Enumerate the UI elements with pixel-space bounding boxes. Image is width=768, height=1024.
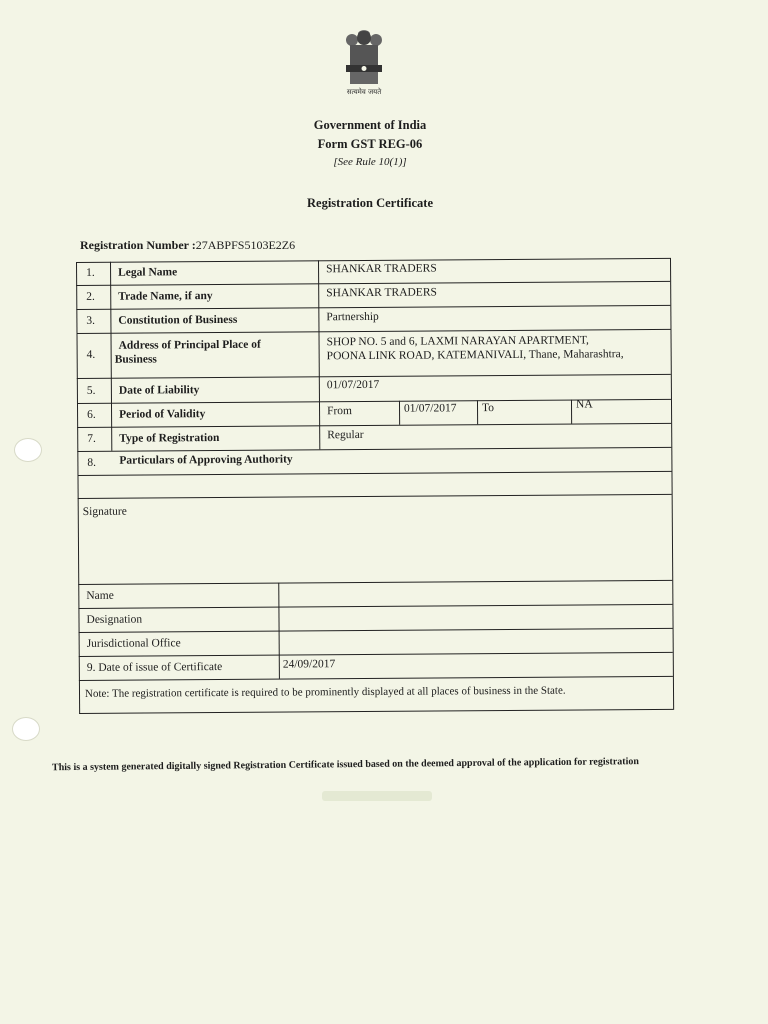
emblem-motto: सत्यमेव जयते (346, 88, 382, 96)
address-value-cont: POONA LINK ROAD, KATEMANIVALI, Thane, Maharashtra, (326, 348, 624, 363)
system-generated-note: This is a system generated digitally signed Registration Certificate issued based on the deemed approval of the application for registration (51, 756, 639, 774)
row-number: 3. (86, 314, 96, 327)
validity-from-value: 01/07/2017 (403, 402, 457, 415)
validity-to-value: NA (575, 398, 593, 411)
address-label: Address of Principal Place of (118, 338, 261, 352)
row-number: 6. (87, 408, 96, 421)
date-of-liability-value: 01/07/2017 (326, 378, 380, 392)
registration-type-value: Regular (327, 428, 364, 442)
row-number: 1. (86, 266, 95, 279)
row-number: 8. (87, 456, 97, 469)
certificate-title: Registration Certificate (307, 196, 433, 210)
punch-hole (12, 717, 40, 741)
trade-name-label: Trade Name, if any (118, 290, 213, 303)
validity-to-label: To (481, 402, 495, 415)
row-number: 7. (87, 432, 96, 445)
constitution-value: Partnership (326, 310, 379, 324)
punch-hole (14, 438, 42, 462)
display-note: Note: The registration certificate is required to be prominently displayed at all places of business in the State. (84, 684, 566, 700)
jurisdictional-office-label: Jurisdictional Office (86, 637, 181, 650)
row-number: 2. (86, 290, 95, 303)
rule-reference: [See Rule 10(1)] (333, 156, 407, 168)
constitution-label: Constitution of Business (118, 313, 238, 327)
government-heading: Government of India (313, 118, 427, 132)
approving-authority-label: Particulars of Approving Authority (119, 453, 293, 467)
name-label: Name (86, 589, 114, 602)
row-number: 5. (86, 384, 96, 397)
validity-label: Period of Validity (119, 408, 206, 421)
legal-name-value: SHANKAR TRADERS (326, 262, 437, 276)
issue-date-label: 9. Date of issue of Certificate (86, 660, 223, 674)
issue-date-value: 24/09/2017 (282, 658, 336, 671)
certificate-table (76, 258, 673, 714)
trade-name-value: SHANKAR TRADERS (326, 286, 437, 300)
date-of-liability-label: Date of Liability (118, 384, 200, 397)
signature-label: Signature (82, 505, 127, 518)
row-number: 4. (86, 348, 96, 361)
address-label-cont: Business (114, 353, 157, 366)
designation-label: Designation (86, 613, 143, 626)
form-name: Form GST REG-06 (317, 137, 423, 151)
registration-type-label: Type of Registration (119, 432, 220, 445)
registration-number-label: Registration Number : (80, 238, 196, 252)
validity-from-label: From (327, 405, 353, 418)
registration-number-value: 27ABPFS5103E2Z6 (195, 238, 296, 252)
scan-smudge (322, 791, 432, 801)
legal-name-label: Legal Name (118, 266, 178, 279)
address-value: SHOP NO. 5 and 6, LAXMI NARAYAN APARTMENT, (326, 334, 589, 349)
registration-number (80, 238, 295, 253)
